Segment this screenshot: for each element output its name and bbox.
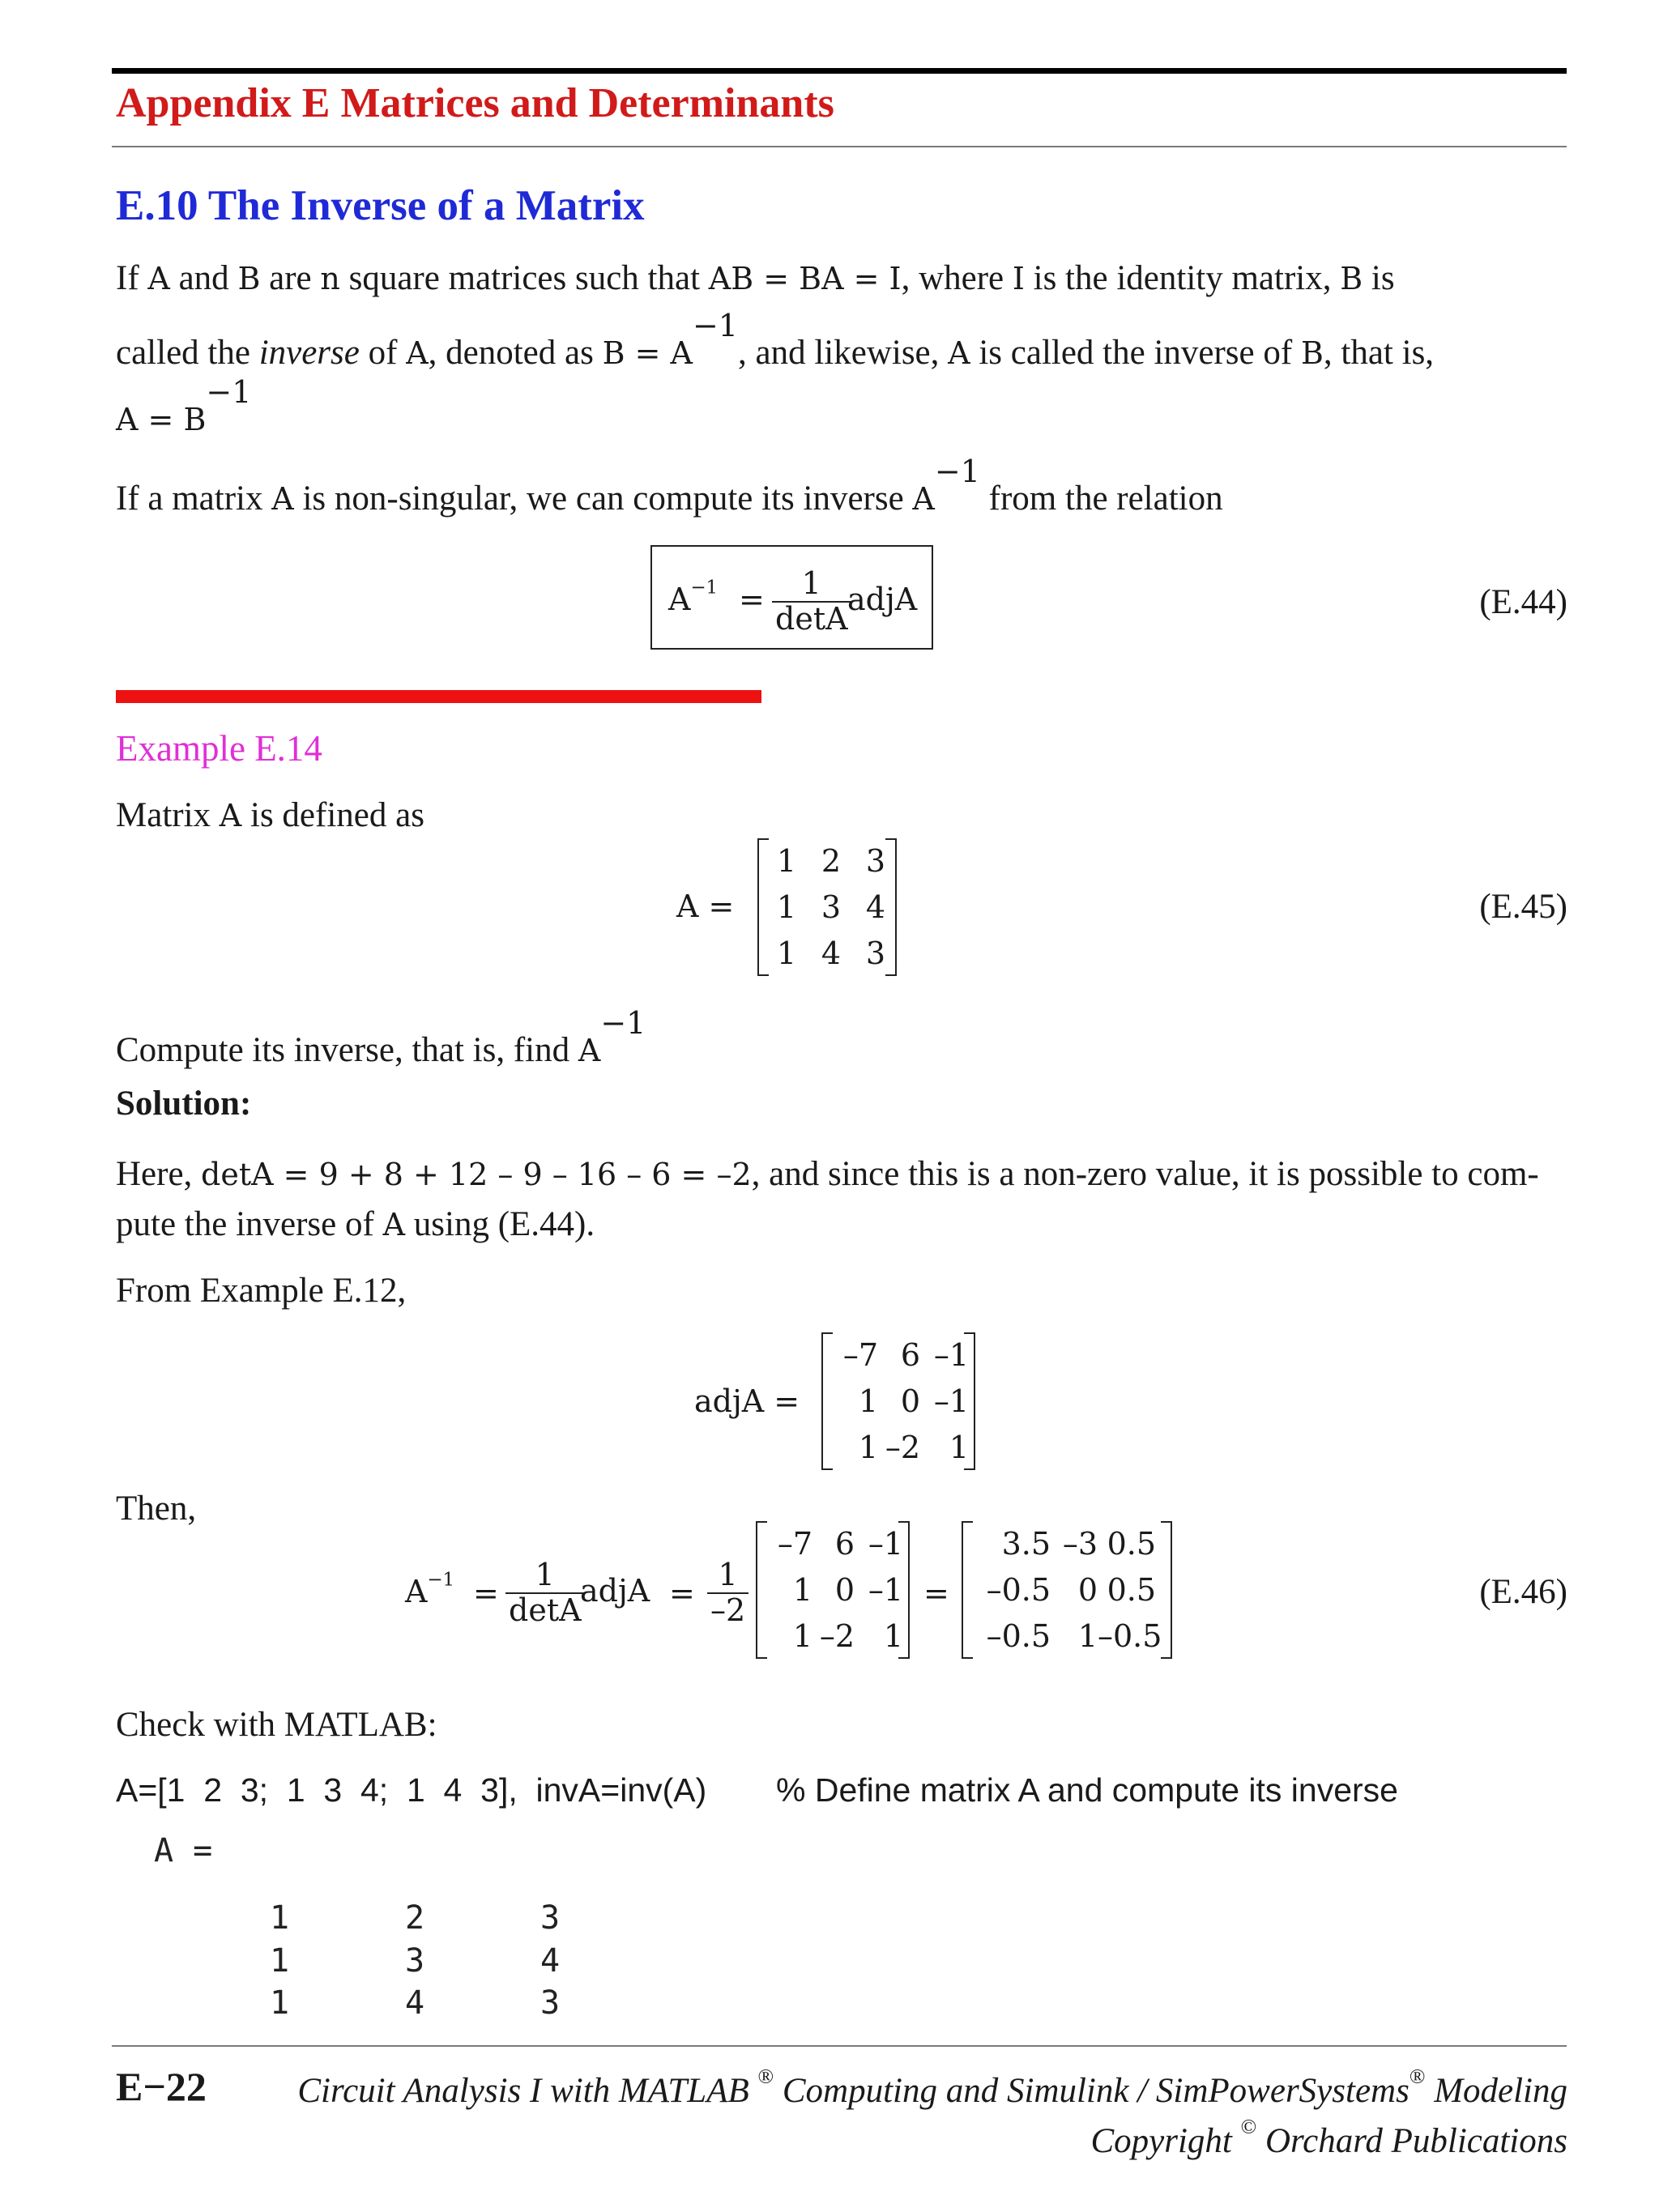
from-example-text: From Example E.12, [116, 1272, 407, 1310]
example-title: Example E.14 [116, 728, 322, 769]
matrix-adj [821, 1332, 975, 1470]
matlab-output-cell-2-2: 3 [405, 1942, 425, 1980]
matlab-code: A=[1 2 3; 1 3 4; 1 4 3], invA=inv(A) [116, 1771, 707, 1809]
matlab-comment: % Define matrix A and compute its inverse [776, 1771, 1398, 1809]
page-number: E−22 [116, 2064, 207, 2109]
matrix-inverse-cell-2-1: –0.5 [986, 1571, 1051, 1608]
matrix-a-cell-3-3: 3 [865, 935, 885, 971]
matrix-a-cell-2-3: 4 [865, 889, 885, 925]
matrix-inverse-cell-3-1: –0.5 [986, 1617, 1051, 1654]
matrix-adj-cell-2-3: –1 [933, 1383, 969, 1419]
eq46-lhs: $A^{-1}$ [405, 1569, 455, 1609]
matlab-output-cell-2-1: 1 [270, 1942, 290, 1980]
matrix-adj-repeat [756, 1521, 910, 1659]
footer-rule [112, 2045, 1567, 2047]
footer-book-title: Circuit Analysis I with MATLAB ® Computing and Simulink / SimPowerSystems® Modeling [297, 2064, 1567, 2110]
matlab-check-text: Check with MATLAB: [116, 1706, 437, 1744]
eq45-lhs: A = [676, 889, 735, 924]
header-bottom-rule [112, 146, 1567, 147]
matrix-inverse-cell-1-2: –3 [1062, 1526, 1098, 1562]
solution-heading: Solution: [116, 1085, 252, 1123]
matlab-output-cell-1-1: 1 [270, 1899, 290, 1937]
solution-line-1: Here, detA = 9 + 8 + 12 – 9 – 16 – 6 = –2, and since this is a non-zero value, it is possible to com- [116, 1155, 1539, 1193]
eq44-label: (E.44) [1479, 583, 1567, 621]
eq45-label: (E.45) [1479, 888, 1567, 926]
matrix-a-cell-2-1: 1 [776, 889, 796, 925]
header-top-rule [112, 68, 1567, 74]
matrix-adj-repeat-cell-3-1: 1 [792, 1617, 812, 1654]
matrix-adj-cell-1-2: 6 [900, 1337, 920, 1374]
intro-line-3: $A = B^{-1}$ [116, 374, 252, 438]
matlab-output-cell-3-2: 4 [405, 1984, 425, 2022]
solution-line-2: pute the inverse of A using (E.44). [116, 1205, 595, 1243]
footer-copyright: Copyright © Orchard Publications [1090, 2114, 1567, 2160]
matrix-inverse-cell-3-3: –0.5 [1098, 1617, 1162, 1654]
matrix-adj-repeat-cell-1-2: 6 [834, 1526, 855, 1562]
matlab-output-cell-1-3: 3 [540, 1899, 561, 1937]
section-title: E.10 The Inverse of a Matrix [116, 182, 645, 229]
intro-line-2: called the inverse of A, denoted as $B = A^{-1}$, and likewise, A is called the inverse of B, that is, [116, 308, 1435, 373]
eq44-fraction: $\frac{1}{\det A}$ [772, 567, 851, 637]
matrix-a-cell-2-2: 3 [821, 889, 841, 925]
matrix-inverse [962, 1521, 1172, 1659]
matrix-a-cell-1-1: 1 [776, 843, 796, 880]
matrix-adj-cell-3-1: 1 [858, 1429, 878, 1465]
matrix-inverse-cell-2-3: 0.5 [1107, 1571, 1156, 1608]
eq46-fraction-2: $\frac{1}{-2}$ [707, 1558, 748, 1628]
matrix-a-cell-3-2: 4 [821, 935, 841, 971]
matrix-inverse-cell-2-2: 0 [1077, 1571, 1098, 1608]
matrix-inverse-cell-1-3: 0.5 [1107, 1526, 1156, 1562]
eq44-adj: adjA [847, 582, 918, 617]
matlab-output-cell-1-2: 2 [405, 1899, 425, 1937]
matrix-adj-repeat-cell-1-1: –7 [777, 1526, 812, 1562]
matrix-a-cell-3-1: 1 [776, 935, 796, 971]
eq44-equals: = [739, 582, 765, 617]
eq44-lhs: $A^{-1}$ [668, 577, 719, 617]
matlab-output-cell-3-1: 1 [270, 1984, 290, 2022]
then-text: Then, [116, 1490, 197, 1528]
matlab-output-label: A = [154, 1832, 213, 1869]
matrix-adj-cell-2-2: 0 [900, 1383, 920, 1419]
matrix-adj-cell-3-2: –2 [885, 1429, 920, 1465]
matrix-adj-repeat-cell-2-3: –1 [868, 1571, 903, 1608]
matrix-a [757, 838, 897, 976]
intro-line-4: If a matrix A is non-singular, we can compute its inverse $A^{-1}$ from the relation [116, 454, 1223, 518]
eq46-adj: adjA [580, 1573, 650, 1609]
matrix-a-cell-1-3: 3 [865, 843, 885, 880]
matrix-adj-cell-3-3: 1 [949, 1429, 969, 1465]
adj-lhs: adjA = [694, 1383, 800, 1419]
matrix-adj-repeat-cell-3-2: –2 [819, 1617, 855, 1654]
matrix-adj-repeat-cell-1-3: –1 [868, 1526, 903, 1562]
eq46-equals-3: = [923, 1575, 949, 1611]
example-line-1: Matrix A is defined as [116, 796, 424, 834]
eq46-equals-1: = [473, 1575, 499, 1611]
matrix-adj-cell-1-3: –1 [933, 1337, 969, 1374]
matrix-adj-repeat-cell-2-1: 1 [792, 1571, 812, 1608]
matrix-adj-cell-2-1: 1 [858, 1383, 878, 1419]
eq46-fraction-1: $\frac{1}{\det A}$ [505, 1558, 585, 1628]
example-line-2: Compute its inverse, that is, find $A^{-1}$ [116, 1005, 646, 1070]
page-header-title: Appendix E Matrices and Determinants [116, 80, 834, 126]
intro-line-1: If A and B are n square matrices such that AB = BA = I, where I is the identity matrix, B is [116, 259, 1395, 297]
matrix-adj-repeat-cell-2-2: 0 [834, 1571, 855, 1608]
example-divider-bar [116, 690, 761, 703]
matlab-output-cell-3-3: 3 [540, 1984, 561, 2022]
matrix-adj-repeat-cell-3-3: 1 [883, 1617, 903, 1654]
matlab-output-cell-2-3: 4 [540, 1942, 561, 1980]
matrix-inverse-cell-1-1: 3.5 [1001, 1526, 1051, 1562]
eq46-equals-2: = [669, 1575, 695, 1611]
matrix-a-cell-1-2: 2 [821, 843, 841, 880]
matrix-adj-cell-1-1: –7 [842, 1337, 878, 1374]
matrix-inverse-cell-3-2: 1 [1077, 1617, 1098, 1654]
eq46-label: (E.46) [1479, 1573, 1567, 1611]
